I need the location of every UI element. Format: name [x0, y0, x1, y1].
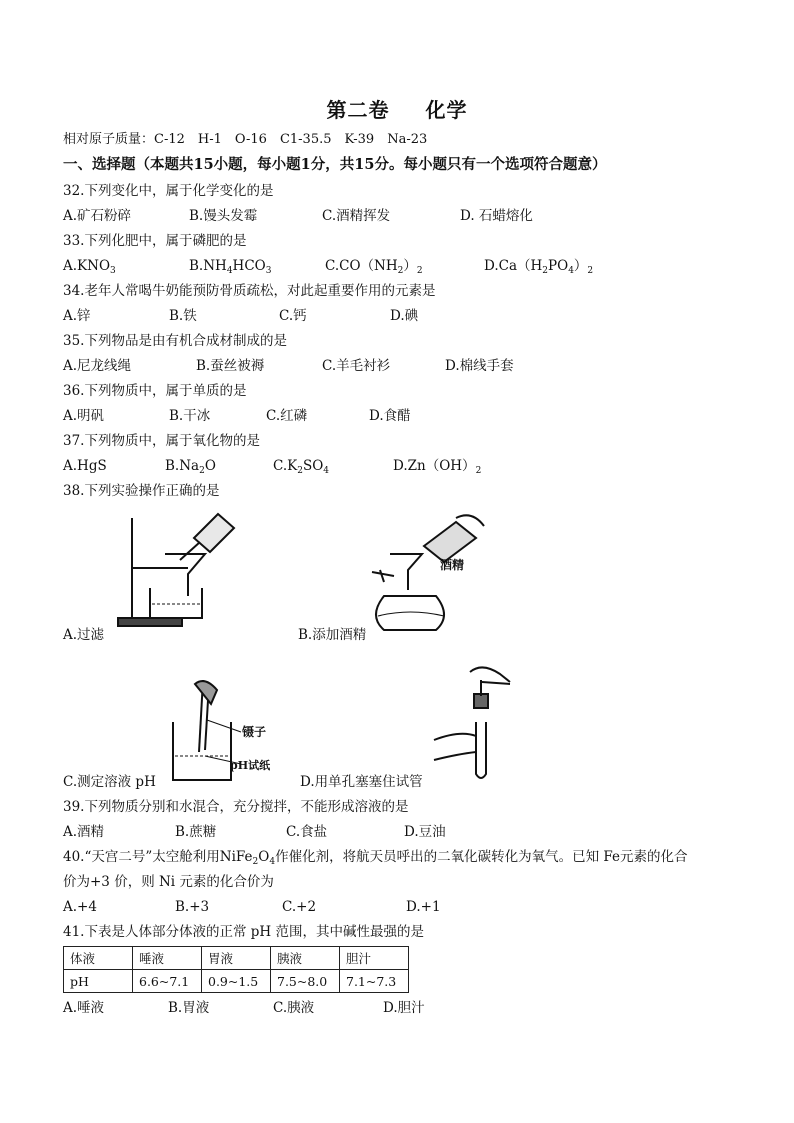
- option-row: [63, 457, 763, 475]
- option: A.HgS: [63, 458, 107, 474]
- question-stem: 33.下列化肥中，属于磷肥的是: [63, 233, 247, 249]
- option: B.胃液: [168, 1000, 210, 1016]
- option-row: [63, 999, 763, 1017]
- table-cell: 7.1~7.3: [340, 970, 409, 993]
- question-stem-continued: 价为+3 价，则 Ni 元素的化合价为: [63, 874, 274, 890]
- option: A.过滤: [63, 627, 105, 643]
- option: $C.K_2SO_4$: [273, 458, 330, 476]
- option-row: [63, 407, 763, 425]
- figure-label-ph-paper: pH试纸: [230, 759, 271, 772]
- option: B.馒头发霉: [189, 208, 258, 224]
- option: A.酒精: [63, 824, 105, 840]
- option: D.食醋: [369, 408, 411, 424]
- section-header: 一、选择题（本题共15小题，每小题1分，共15分。每小题只有一个选项符合题意）: [63, 156, 607, 173]
- table-header-cell: 唾液: [133, 947, 202, 970]
- option: C.钙: [279, 308, 307, 324]
- option: B.添加酒精: [298, 627, 367, 643]
- table-cell: 7.5~8.0: [271, 970, 340, 993]
- alcohol-lamp-figure: [360, 512, 490, 637]
- option: $D.Ca(H_2PO_4)_2$: [484, 258, 594, 276]
- table-header-cell: 胃液: [202, 947, 271, 970]
- page-title: [0, 94, 794, 123]
- ph-table: [63, 946, 409, 993]
- option: D.胆汁: [383, 1000, 425, 1016]
- option: A.+4: [63, 899, 97, 915]
- table-header-cell: 胰液: [271, 947, 340, 970]
- option: D.棉线手套: [445, 358, 514, 374]
- table-row: [64, 947, 409, 970]
- option: B.铁: [169, 308, 197, 324]
- option: C.酒精挥发: [322, 208, 391, 224]
- option: C.食盐: [286, 824, 328, 840]
- table-cell: 6.6~7.1: [133, 970, 202, 993]
- option: $D.Zn(OH)_2$: [393, 458, 482, 476]
- question-stem: 37.下列物质中，属于氧化物的是: [63, 433, 260, 449]
- table-header-cell: 体液: [64, 947, 133, 970]
- option: D.+1: [406, 899, 441, 915]
- option-row: [63, 257, 763, 275]
- option: A.明矾: [63, 408, 105, 424]
- figure-label-alcohol: 酒精: [440, 558, 465, 572]
- option: A.锌: [63, 308, 91, 324]
- option: B.蚕丝被褥: [196, 358, 265, 374]
- option: B.+3: [175, 899, 210, 915]
- option: D.用单孔塞塞住试管: [300, 774, 423, 790]
- option: C.+2: [282, 899, 317, 915]
- table-row: [64, 970, 409, 993]
- filtration-figure: [110, 508, 270, 633]
- option: A.唾液: [63, 1000, 105, 1016]
- question-stem: 40.“天宫二号”太空舱利用$NiFe_2O_4$作催化剂，将航天员呼出的二氧化碳转化为氧气。已知 Fe元素的化合: [63, 849, 688, 867]
- option: $B.Na_2O$: [165, 458, 216, 476]
- question-stem: 35.下列物品是由有机合成材制成的是: [63, 333, 287, 349]
- option: A.尼龙线绳: [63, 358, 132, 374]
- option: B.蔗糖: [175, 824, 217, 840]
- option-row: [63, 898, 763, 916]
- option: C.测定溶液 pH: [63, 774, 156, 790]
- option: C.胰液: [273, 1000, 315, 1016]
- option: B.干冰: [169, 408, 211, 424]
- table-header-cell: 胆汁: [340, 947, 409, 970]
- question-stem: 32.下列变化中，属于化学变化的是: [63, 183, 274, 199]
- option: D.碘: [390, 308, 419, 324]
- option: A.矿石粉碎: [63, 208, 132, 224]
- stopper-tube-figure: [430, 660, 530, 785]
- title-part: 第二卷: [326, 98, 390, 122]
- option: C.红磷: [266, 408, 308, 424]
- option-row: [63, 207, 763, 225]
- option-row: [63, 307, 763, 325]
- option: C.羊毛衬衫: [322, 358, 391, 374]
- table-cell: pH: [64, 970, 133, 993]
- atomic-masses: 相对原子质量：C-12 H-1 O-16 C1-35.5 K-39 Na-23: [63, 132, 428, 147]
- question-stem: 41.下表是人体部分体液的正常 pH 范围，其中碱性最强的是: [63, 924, 424, 940]
- option: $A.KNO_3$: [63, 258, 116, 276]
- figure-label-tweezers: 镊子: [242, 725, 267, 739]
- option: D. 石蜡熔化: [460, 208, 533, 224]
- option: $B.NH_4HCO_3$: [189, 258, 272, 276]
- option: D.豆油: [404, 824, 446, 840]
- option: $C.CO(NH_2)_2$: [325, 258, 423, 276]
- question-stem: 38.下列实验操作正确的是: [63, 483, 220, 499]
- question-stem: 36.下列物质中，属于单质的是: [63, 383, 247, 399]
- table-cell: 0.9~1.5: [202, 970, 271, 993]
- question-stem: 39.下列物质分别和水混合，充分搅拌，不能形成溶液的是: [63, 799, 409, 815]
- option-row: [63, 823, 763, 841]
- option-row: [63, 357, 763, 375]
- title-subject: 化学: [425, 98, 468, 122]
- question-stem: 34.老年人常喝牛奶能预防骨质疏松，对此起重要作用的元素是: [63, 283, 436, 299]
